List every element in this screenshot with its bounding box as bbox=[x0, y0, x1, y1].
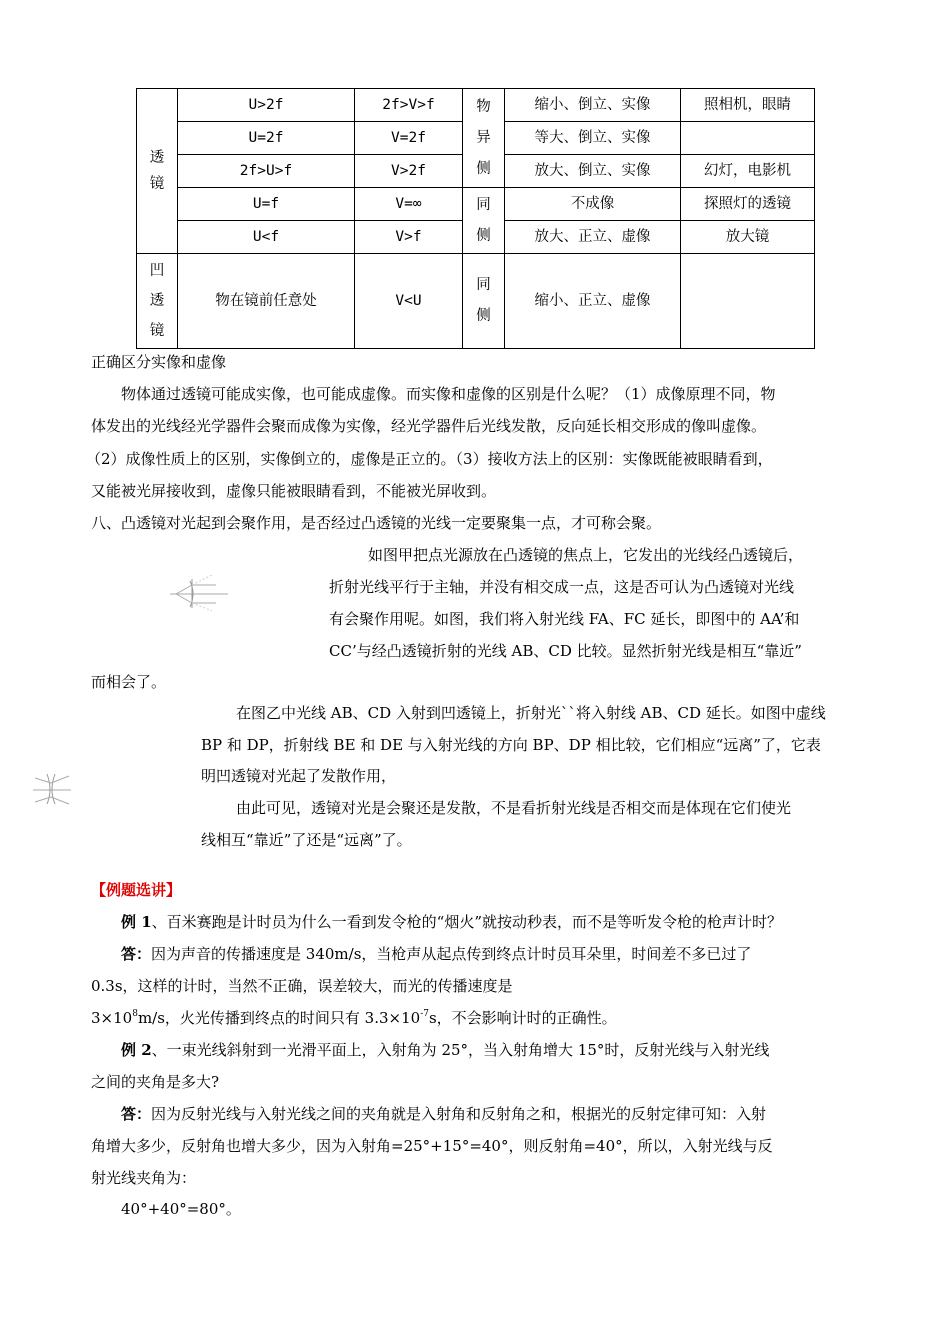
paragraph-line: 由此可见，透镜对光是会聚还是发散，不是看折射光线是否相交而是体现在它们使光 bbox=[236, 799, 792, 817]
side-char: 同 bbox=[476, 196, 491, 213]
cell-u: 物在镜前任意处 bbox=[178, 254, 355, 349]
answer-2-line-2: 角增大多少，反射角也增大多少，因为入射角=25°+15°=40°，则反射角=40°，所以，入射光线与反 bbox=[91, 1137, 773, 1155]
concave-char: 镜 bbox=[149, 323, 165, 339]
cell-use bbox=[681, 254, 815, 349]
cell-image: 等大、倒立、实像 bbox=[505, 122, 681, 155]
answer-text: s，不会影响计时的正确性。 bbox=[428, 1009, 617, 1027]
examples-heading: 【例题选讲】 bbox=[91, 881, 182, 899]
example-1-label: 例 1 bbox=[121, 913, 152, 931]
concave-lens-diagram bbox=[33, 770, 71, 806]
paragraph-line: 而相会了。 bbox=[91, 673, 167, 691]
paragraph-line: 又能被光屏接收到，虚像只能被眼睛看到，不能被光屏收到。 bbox=[91, 482, 497, 500]
concave-char: 透 bbox=[149, 293, 165, 309]
cell-image: 放大、正立、虚像 bbox=[505, 221, 681, 254]
cell-use bbox=[681, 122, 815, 155]
example-2-question bbox=[121, 1040, 769, 1060]
cell-v: V=2f bbox=[355, 122, 463, 155]
cell-use: 探照灯的透镜 bbox=[681, 188, 815, 221]
answer-1-line-3 bbox=[91, 1008, 617, 1028]
example-1-question bbox=[121, 912, 782, 932]
paragraph-line: 明凹透镜对光起了发散作用， bbox=[201, 767, 397, 785]
concave-lens-label bbox=[137, 254, 178, 349]
cell-v: V>2f bbox=[355, 155, 463, 188]
cell-v: V<U bbox=[355, 254, 463, 349]
cell-image: 不成像 bbox=[505, 188, 681, 221]
cell-u: U=2f bbox=[178, 122, 355, 155]
answer-text: 因为声音的传播速度是 340m/s，当枪声从起点传到终点计时员耳朵里，时间差不多已过了 bbox=[151, 945, 752, 963]
side-char: 侧 bbox=[476, 160, 491, 177]
answer-text: 因为反射光线与入射光线之间的夹角就是入射角和反射角之和，根据光的反射定律可知：入射 bbox=[151, 1105, 767, 1123]
convex-lens-diagram bbox=[168, 575, 230, 611]
paragraph-line: 体发出的光线经光学器件会聚而成像为实像，经光学器件后光线发散，反向延长相交形成的像叫虚像。 bbox=[91, 417, 767, 435]
example-2-label: 例 2 bbox=[121, 1041, 152, 1059]
paragraph-line: 如图甲把点光源放在凸透镜的焦点上，它发出的光线经凸透镜后， bbox=[368, 546, 804, 564]
answer-2-line-1 bbox=[121, 1104, 766, 1124]
section-title-real-virtual: 正确区分实像和虚像 bbox=[91, 353, 227, 371]
paragraph-line: 线相互“靠近”了还是“远离”了。 bbox=[201, 831, 412, 849]
cell-image: 放大、倒立、实像 bbox=[505, 155, 681, 188]
paragraph-line: CC’与经凸透镜折射的光线 AB、CD 比较。显然折射光线是相互“靠近” bbox=[329, 642, 802, 660]
convex-char-1: 透 bbox=[149, 150, 165, 166]
answer-label: 答： bbox=[121, 1105, 152, 1123]
concave-char: 凹 bbox=[149, 263, 165, 279]
answer-1-line-1 bbox=[121, 944, 751, 964]
cell-u: U=f bbox=[178, 188, 355, 221]
cell-v: 2f>V>f bbox=[355, 89, 463, 122]
exponent: 8 bbox=[132, 1009, 138, 1019]
answer-1-line-2: 0.3s，这样的计时，当然不正确，误差较大，而光的传播速度是 bbox=[91, 977, 513, 995]
cell-image: 缩小、正立、虚像 bbox=[505, 254, 681, 349]
paragraph-line: 折射光线平行于主轴，并没有相交成一点，这是否可认为凸透镜对光线 bbox=[329, 578, 795, 596]
example-2-line-2: 之间的夹角是多大? bbox=[91, 1073, 220, 1091]
same-side-label bbox=[463, 188, 505, 254]
answer-label: 答： bbox=[121, 945, 152, 963]
answer-text: m/s，火光传播到终点的时间只有 3.3×10 bbox=[137, 1009, 421, 1027]
example-1-text: 、百米赛跑是计时员为什么一看到发令枪的“烟火”就按动秒表，而不是等听发令枪的枪声计时？ bbox=[151, 913, 783, 931]
cell-use: 照相机，眼睛 bbox=[681, 89, 815, 122]
paragraph-line: 在图乙中光线 AB、CD 入射到凹透镜上，折射光``将入射线 AB、CD 延长。如图中虚线 bbox=[236, 704, 826, 722]
paragraph-line: 物体通过透镜可能成实像，也可能成虚像。而实像和虚像的区别是什么呢？（1）成像原理不同，物 bbox=[121, 385, 776, 403]
side-char: 侧 bbox=[476, 308, 491, 324]
cell-u: 2f>U>f bbox=[178, 155, 355, 188]
opposite-side-label bbox=[463, 89, 505, 188]
paragraph-line: 有会聚作用呢。如图，我们将入射光线 FA、FC 延长，即图中的 AA’和 bbox=[329, 610, 800, 628]
cell-u: U<f bbox=[178, 221, 355, 254]
concave-side-label bbox=[463, 254, 505, 349]
side-char: 异 bbox=[476, 129, 491, 146]
convex-char-2: 镜 bbox=[149, 176, 165, 192]
section-eight-title: 八、凸透镜对光起到会聚作用，是否经过凸透镜的光线一定要聚集一点，才可称会聚。 bbox=[91, 514, 662, 532]
side-char: 物 bbox=[476, 98, 491, 115]
paragraph-line: BP 和 DP，折射线 BE 和 DE 与入射光线的方向 BP、DP 相比较，它们相应“远离”了，它表 bbox=[201, 736, 821, 754]
answer-2-line-4: 40°+40°=80°。 bbox=[121, 1200, 241, 1218]
cell-v: V>f bbox=[355, 221, 463, 254]
side-char: 同 bbox=[476, 277, 491, 293]
cell-v: V=∞ bbox=[355, 188, 463, 221]
cell-u: U>2f bbox=[178, 89, 355, 122]
cell-image: 缩小、倒立、实像 bbox=[505, 89, 681, 122]
exponent: -7 bbox=[420, 1009, 429, 1019]
convex-lens-label bbox=[137, 89, 178, 254]
side-char: 侧 bbox=[476, 227, 491, 244]
example-2-text: 、一束光线斜射到一光滑平面上，入射角为 25°，当入射角增大 15°时，反射光线与入射光线 bbox=[151, 1041, 770, 1059]
lens-imaging-table bbox=[136, 88, 815, 349]
answer-2-line-3: 射光线夹角为： bbox=[91, 1169, 197, 1187]
answer-text: 3×10 bbox=[91, 1009, 133, 1027]
cell-use: 幻灯，电影机 bbox=[681, 155, 815, 188]
paragraph-line: （2）成像性质上的区别，实像倒立的，虚像是正立的。（3）接收方法上的区别：实像既能被眼睛看到， bbox=[86, 450, 773, 468]
cell-use: 放大镜 bbox=[681, 221, 815, 254]
